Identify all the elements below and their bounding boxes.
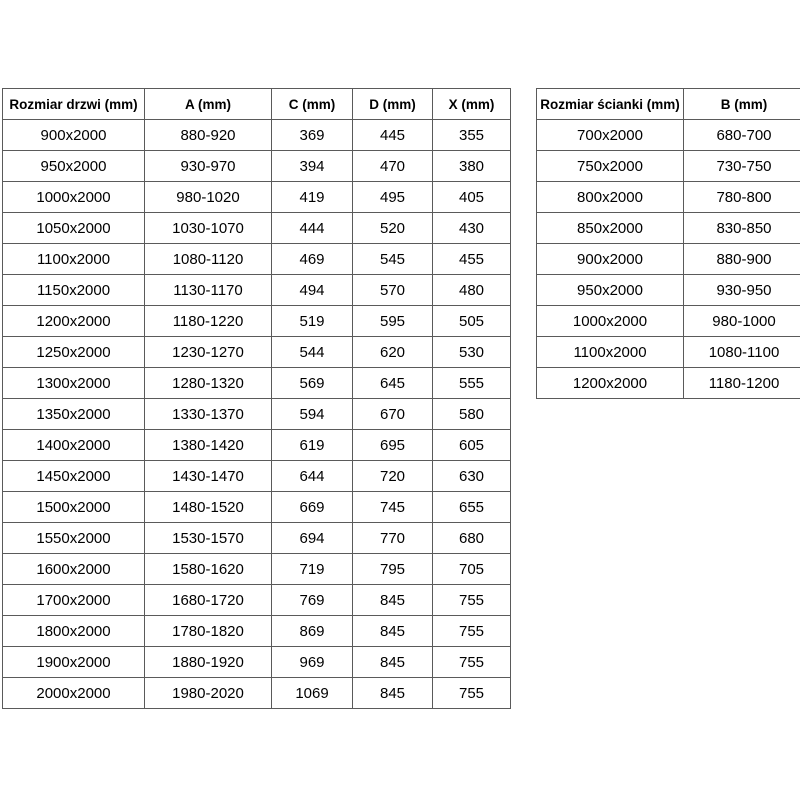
table-cell: 595 <box>353 306 433 337</box>
table-cell: 494 <box>272 275 353 306</box>
table-cell: 1400x2000 <box>3 430 145 461</box>
table-cell: 1000x2000 <box>537 306 684 337</box>
table-cell: 620 <box>353 337 433 368</box>
table-cell: 655 <box>433 492 511 523</box>
table-cell: 745 <box>353 492 433 523</box>
table-cell: 644 <box>272 461 353 492</box>
table-row <box>3 275 511 306</box>
table-cell: 419 <box>272 182 353 213</box>
table-cell: 594 <box>272 399 353 430</box>
table-cell: 1100x2000 <box>537 337 684 368</box>
table-row <box>537 182 800 213</box>
table-row <box>537 275 800 306</box>
table-cell: 1230-1270 <box>145 337 272 368</box>
table-cell: 950x2000 <box>537 275 684 306</box>
table-cell: 1180-1220 <box>145 306 272 337</box>
table-cell: 930-970 <box>145 151 272 182</box>
table-cell: 730-750 <box>684 151 800 182</box>
table-cell: 980-1000 <box>684 306 800 337</box>
table-cell: 1880-1920 <box>145 647 272 678</box>
table-cell: 369 <box>272 120 353 151</box>
table-cell: 570 <box>353 275 433 306</box>
column-header: Rozmiar ścianki (mm) <box>537 89 684 120</box>
column-header: A (mm) <box>145 89 272 120</box>
table-cell: 1580-1620 <box>145 554 272 585</box>
table-row <box>3 678 511 709</box>
table-cell: 1350x2000 <box>3 399 145 430</box>
column-header: X (mm) <box>433 89 511 120</box>
table-cell: 780-800 <box>684 182 800 213</box>
table-row <box>3 368 511 399</box>
table-row <box>3 244 511 275</box>
table-cell: 719 <box>272 554 353 585</box>
column-header: C (mm) <box>272 89 353 120</box>
table-row <box>3 182 511 213</box>
table-row <box>3 399 511 430</box>
header-row <box>537 89 800 120</box>
table-cell: 1900x2000 <box>3 647 145 678</box>
table-cell: 1480-1520 <box>145 492 272 523</box>
table-cell: 480 <box>433 275 511 306</box>
table-cell: 444 <box>272 213 353 244</box>
table-cell: 555 <box>433 368 511 399</box>
table-cell: 1200x2000 <box>537 368 684 399</box>
table-cell: 1200x2000 <box>3 306 145 337</box>
table-row <box>3 430 511 461</box>
table-cell: 930-950 <box>684 275 800 306</box>
table-cell: 694 <box>272 523 353 554</box>
table-cell: 1430-1470 <box>145 461 272 492</box>
table-cell: 750x2000 <box>537 151 684 182</box>
table-cell: 1030-1070 <box>145 213 272 244</box>
table-cell: 695 <box>353 430 433 461</box>
door-sizes-table <box>2 88 511 709</box>
table-cell: 355 <box>433 120 511 151</box>
table-cell: 619 <box>272 430 353 461</box>
table-row <box>3 213 511 244</box>
table-cell: 1300x2000 <box>3 368 145 399</box>
table-cell: 705 <box>433 554 511 585</box>
table-cell: 569 <box>272 368 353 399</box>
table-cell: 645 <box>353 368 433 399</box>
column-header: Rozmiar drzwi (mm) <box>3 89 145 120</box>
table-row <box>537 244 800 275</box>
table-cell: 1069 <box>272 678 353 709</box>
table-cell: 900x2000 <box>3 120 145 151</box>
table-cell: 845 <box>353 616 433 647</box>
column-header: B (mm) <box>684 89 800 120</box>
table-cell: 544 <box>272 337 353 368</box>
table-cell: 869 <box>272 616 353 647</box>
table-cell: 1150x2000 <box>3 275 145 306</box>
table-cell: 520 <box>353 213 433 244</box>
table-row <box>537 120 800 151</box>
table-cell: 455 <box>433 244 511 275</box>
table-cell: 1700x2000 <box>3 585 145 616</box>
table-cell: 1330-1370 <box>145 399 272 430</box>
table-row <box>3 120 511 151</box>
table-row <box>3 647 511 678</box>
table-cell: 1550x2000 <box>3 523 145 554</box>
table-cell: 680-700 <box>684 120 800 151</box>
table-cell: 795 <box>353 554 433 585</box>
table-cell: 755 <box>433 616 511 647</box>
table-row <box>3 554 511 585</box>
table-row <box>3 151 511 182</box>
table-cell: 1500x2000 <box>3 492 145 523</box>
table-cell: 850x2000 <box>537 213 684 244</box>
table-cell: 1130-1170 <box>145 275 272 306</box>
table-cell: 1380-1420 <box>145 430 272 461</box>
table-cell: 1000x2000 <box>3 182 145 213</box>
table-cell: 1280-1320 <box>145 368 272 399</box>
table-cell: 505 <box>433 306 511 337</box>
table-cell: 900x2000 <box>537 244 684 275</box>
table-cell: 1680-1720 <box>145 585 272 616</box>
table-row <box>3 492 511 523</box>
table-cell: 845 <box>353 647 433 678</box>
table-row <box>537 368 800 399</box>
table-row <box>537 151 800 182</box>
table-cell: 1450x2000 <box>3 461 145 492</box>
table-cell: 950x2000 <box>3 151 145 182</box>
table-cell: 445 <box>353 120 433 151</box>
table-cell: 720 <box>353 461 433 492</box>
table-cell: 880-900 <box>684 244 800 275</box>
table-cell: 405 <box>433 182 511 213</box>
table-cell: 1250x2000 <box>3 337 145 368</box>
table-cell: 1980-2020 <box>145 678 272 709</box>
table-row <box>3 616 511 647</box>
table-cell: 845 <box>353 678 433 709</box>
table-cell: 470 <box>353 151 433 182</box>
table-cell: 969 <box>272 647 353 678</box>
table-cell: 880-920 <box>145 120 272 151</box>
wall-sizes-table <box>536 88 800 399</box>
table-cell: 1600x2000 <box>3 554 145 585</box>
table-cell: 469 <box>272 244 353 275</box>
table-row <box>3 306 511 337</box>
table-cell: 755 <box>433 585 511 616</box>
table-cell: 630 <box>433 461 511 492</box>
table-cell: 519 <box>272 306 353 337</box>
table-cell: 800x2000 <box>537 182 684 213</box>
table-cell: 1780-1820 <box>145 616 272 647</box>
table-cell: 830-850 <box>684 213 800 244</box>
table-cell: 1100x2000 <box>3 244 145 275</box>
table-cell: 1180-1200 <box>684 368 800 399</box>
table-cell: 605 <box>433 430 511 461</box>
table-cell: 530 <box>433 337 511 368</box>
table-cell: 380 <box>433 151 511 182</box>
column-header: D (mm) <box>353 89 433 120</box>
table-cell: 1050x2000 <box>3 213 145 244</box>
table-cell: 1080-1120 <box>145 244 272 275</box>
table-cell: 394 <box>272 151 353 182</box>
table-cell: 755 <box>433 678 511 709</box>
table-cell: 700x2000 <box>537 120 684 151</box>
table-cell: 495 <box>353 182 433 213</box>
table-cell: 755 <box>433 647 511 678</box>
table-cell: 580 <box>433 399 511 430</box>
table-cell: 845 <box>353 585 433 616</box>
table-row <box>3 337 511 368</box>
table-cell: 545 <box>353 244 433 275</box>
table-row <box>3 523 511 554</box>
table-cell: 680 <box>433 523 511 554</box>
table-row <box>537 306 800 337</box>
table-cell: 669 <box>272 492 353 523</box>
table-row <box>537 213 800 244</box>
table-row <box>537 337 800 368</box>
table-cell: 770 <box>353 523 433 554</box>
table-cell: 670 <box>353 399 433 430</box>
table-cell: 980-1020 <box>145 182 272 213</box>
table-cell: 2000x2000 <box>3 678 145 709</box>
table-cell: 769 <box>272 585 353 616</box>
table-cell: 1800x2000 <box>3 616 145 647</box>
table-cell: 1530-1570 <box>145 523 272 554</box>
table-cell: 1080-1100 <box>684 337 800 368</box>
table-row <box>3 585 511 616</box>
table-row <box>3 461 511 492</box>
header-row <box>3 89 511 120</box>
table-cell: 430 <box>433 213 511 244</box>
